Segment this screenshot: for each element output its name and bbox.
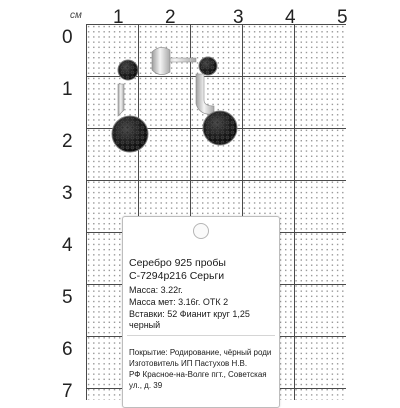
right-earring — [152, 47, 237, 145]
x-tick-3: 3 — [233, 7, 244, 28]
price-tag — [122, 216, 280, 408]
tag-material: Серебро 925 пробы — [129, 257, 226, 269]
tag-inserts-color: черный — [129, 320, 161, 330]
y-tick-6: 6 — [62, 339, 73, 360]
y-tick-3: 3 — [62, 183, 73, 204]
x-tick-4: 4 — [285, 7, 296, 28]
y-tick-5: 5 — [62, 287, 73, 308]
tag-maker-address: РФ Красное-на-Волге пгт., Советская — [129, 370, 267, 379]
x-tick-5: 5 — [337, 7, 348, 28]
tag-inserts: Вставки: 52 Фианит круг 1,25 — [129, 309, 250, 319]
tag-divider — [127, 335, 275, 336]
y-tick-7: 7 — [62, 381, 73, 402]
y-tick-1: 1 — [62, 79, 73, 100]
unit-label: см — [70, 10, 82, 21]
tag-maker-street: ул., д. 39 — [129, 381, 163, 390]
tag-mass: Масса: 3.22г. — [129, 285, 183, 295]
y-tick-2: 2 — [62, 131, 73, 152]
tag-metal-mass: Масса мет: 3.16г. ОТК 2 — [129, 297, 229, 307]
y-tick-0: 0 — [62, 27, 73, 48]
tag-maker: Изготовитель ИП Пастухов Н.В. — [129, 359, 248, 368]
tag-article: С-7294р216 Серьги — [129, 270, 225, 282]
x-tick-2: 2 — [165, 7, 176, 28]
tag-coating: Покрытие: Родирование, чёрный роди — [129, 348, 272, 357]
x-tick-1: 1 — [113, 7, 124, 28]
y-tick-4: 4 — [62, 235, 73, 256]
left-earring — [112, 60, 148, 152]
tag-hole — [193, 223, 209, 239]
